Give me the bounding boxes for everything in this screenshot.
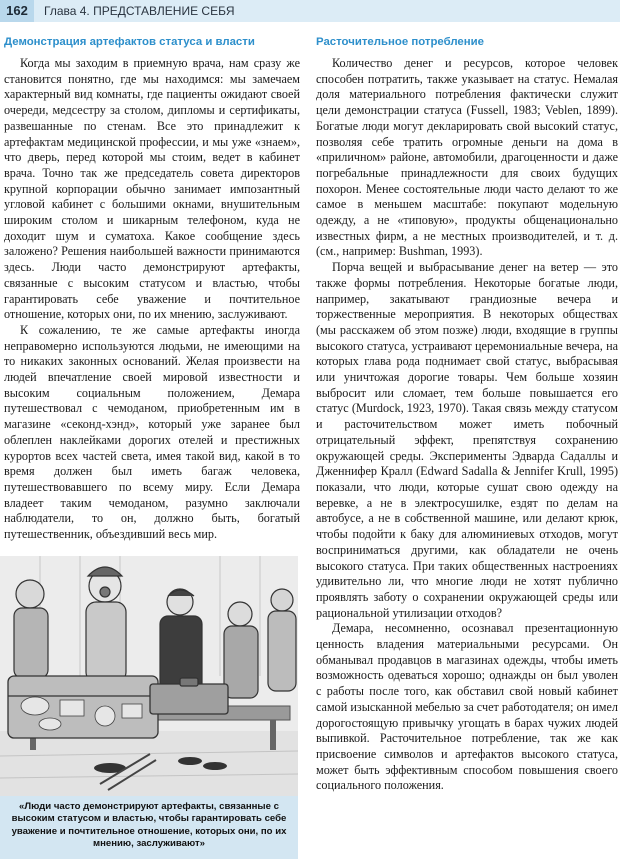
page-number: 162 [0,0,34,22]
figure-caption: «Люди часто демонстрируют артефакты, связанные с высоким статусом и властью, чтобы гарантировать себе уважение и почтительное отношение, которых они, по их мнению, заслуживают» [0,796,298,859]
left-column [4,35,300,543]
right-column [316,35,618,794]
cartoon-illustration [0,556,298,796]
section-heading-status: Демонстрация артефактов статуса и власти [4,36,255,48]
paragraph: Когда мы заходим в приемную врача, нам сразу же становится понятно, где мы находимся: мы замечаем характерный вид комнаты, где пациенты ожидают своей очереди, медсестру за столом, дипломы и сертификаты, развешанные по стенам. Все это принадлежит к артефактам медицинской профессии, и мы уже «знаем», что дверь, перед которой мы стоим, ведет в кабинет врача. Точно так же председатель совета директоров крупной корпорации обычно занимает импозантный угловой кабинет с большими окнами, внушительным широким столом и шикарным телефоном, куда не доходит шум и суматоха. Какое сообщение здесь заложено? Решения наибольшей важности принимаются здесь. Люди часто демонстрируют артефакты, связанные с высоким статусом и властью, чтобы гарантировать себе уважение и почтительное отношение, которых они, по их мнению, заслуживают. [4,56,300,322]
paragraph: Количество денег и ресурсов, которое человек способен потратить, также указывает на статус. Немалая доля материального потребления фактически служит цели демонстрации статуса (Fussell, 1983; Veblen, 1899). Богатые люди могут декларировать свой высокий статус, позволяя себе тратить огромные деньги на дома в «приличном» районе, автомобили, драгоценности и даже погребальные принадлежности для своих будущих похорон. Менее состоятельные люди часто делают то же самое в меньшем масштабе: покупают модельную одежду, а не «типовую», продукты общенационально известных фирм, а не местных производителей, и т. д. (см., например: Bushman, 1993). [316,56,618,259]
chapter-title: Глава 4. ПРЕДСТАВЛЕНИЕ СЕБЯ [44,4,235,18]
cartoon-figure [0,556,298,859]
paragraph: К сожалению, те же самые артефакты иногда неправомерно используются людьми, не имеющими на то никаких законных оснований. Желая произвести на людей впечатление своей мировой известности и высоким социальным положением, Демара путешествовал с чемоданом, приобретенным им в магазине «секонд-хэнд», который уже заранее был облеплен наклейками дорогих отелей и престижных курортов всех частей света, имея такой вид, какой в то время должен был иметь багаж человека, путешествовавшего по всему миру. Если Демара владеет таким чемоданом, разумно заключали наблюдатели, то он, должно быть, богатый путешественник, объездивший весь мир. [4,322,300,542]
section-heading-consumption: Расточительное потребление [316,36,484,48]
paragraph: Порча вещей и выбрасывание денег на ветер — это также формы потребления. Некоторые богатые люди, например, закатывают грандиозные вечера и торжественные мероприятия. В некоторых обществах (мы расскажем об этом позже) люди, входящие в группы высокого статуса, устраивают церемониальные вечера, на которых глава рода поднимает свой статус, выбрасывая или уничтожая дорогие товары. Чем больше хозяин выбросит или сломает, тем больше повышается его статус (Murdock, 1923, 1970). Такая связь между статусом и расточительством может иметь побочный отрицательный эффект, препятствуя сохранению окружающей среды. Эксперименты Эдварда Садаллы и Дженнифер Кралл (Edward Sadalla & Jennifer Krull, 1995) показали, что люди, которые сушат свою одежду на веревке, а не в электросушилке, ездят по делам на автобусе, а не в собственной машине, или делают крюк, чтобы подойти к баку для алюминиевых отходов, могут восприниматься другими, как обладатели не очень высокого статуса. При таких общественных настроениях удивительно ли, что многие люди не хотят публично проявлять заботу о сохранении окружающей среды или рациональной утилизации отходов? [316,260,618,620]
page-header [0,0,620,22]
paragraph: Демара, несомненно, осознавал презентационную ценность владения материальными ресурсами. Он обманывал продавцов в магазинах одежды, чтобы иметь возможность одеваться хорошо; однажды он был уволен с работы после того, как обставил свой новый кабинет самой изысканной мебелью за счет работодателя; он имел дорогостоящую привычку угощать в барах чужих людей выпивкой. Расточительное потребление, так же как присвоение символов и артефактов высокого статуса, может быть эффективным способом повышения своего социального положения. [316,621,618,793]
